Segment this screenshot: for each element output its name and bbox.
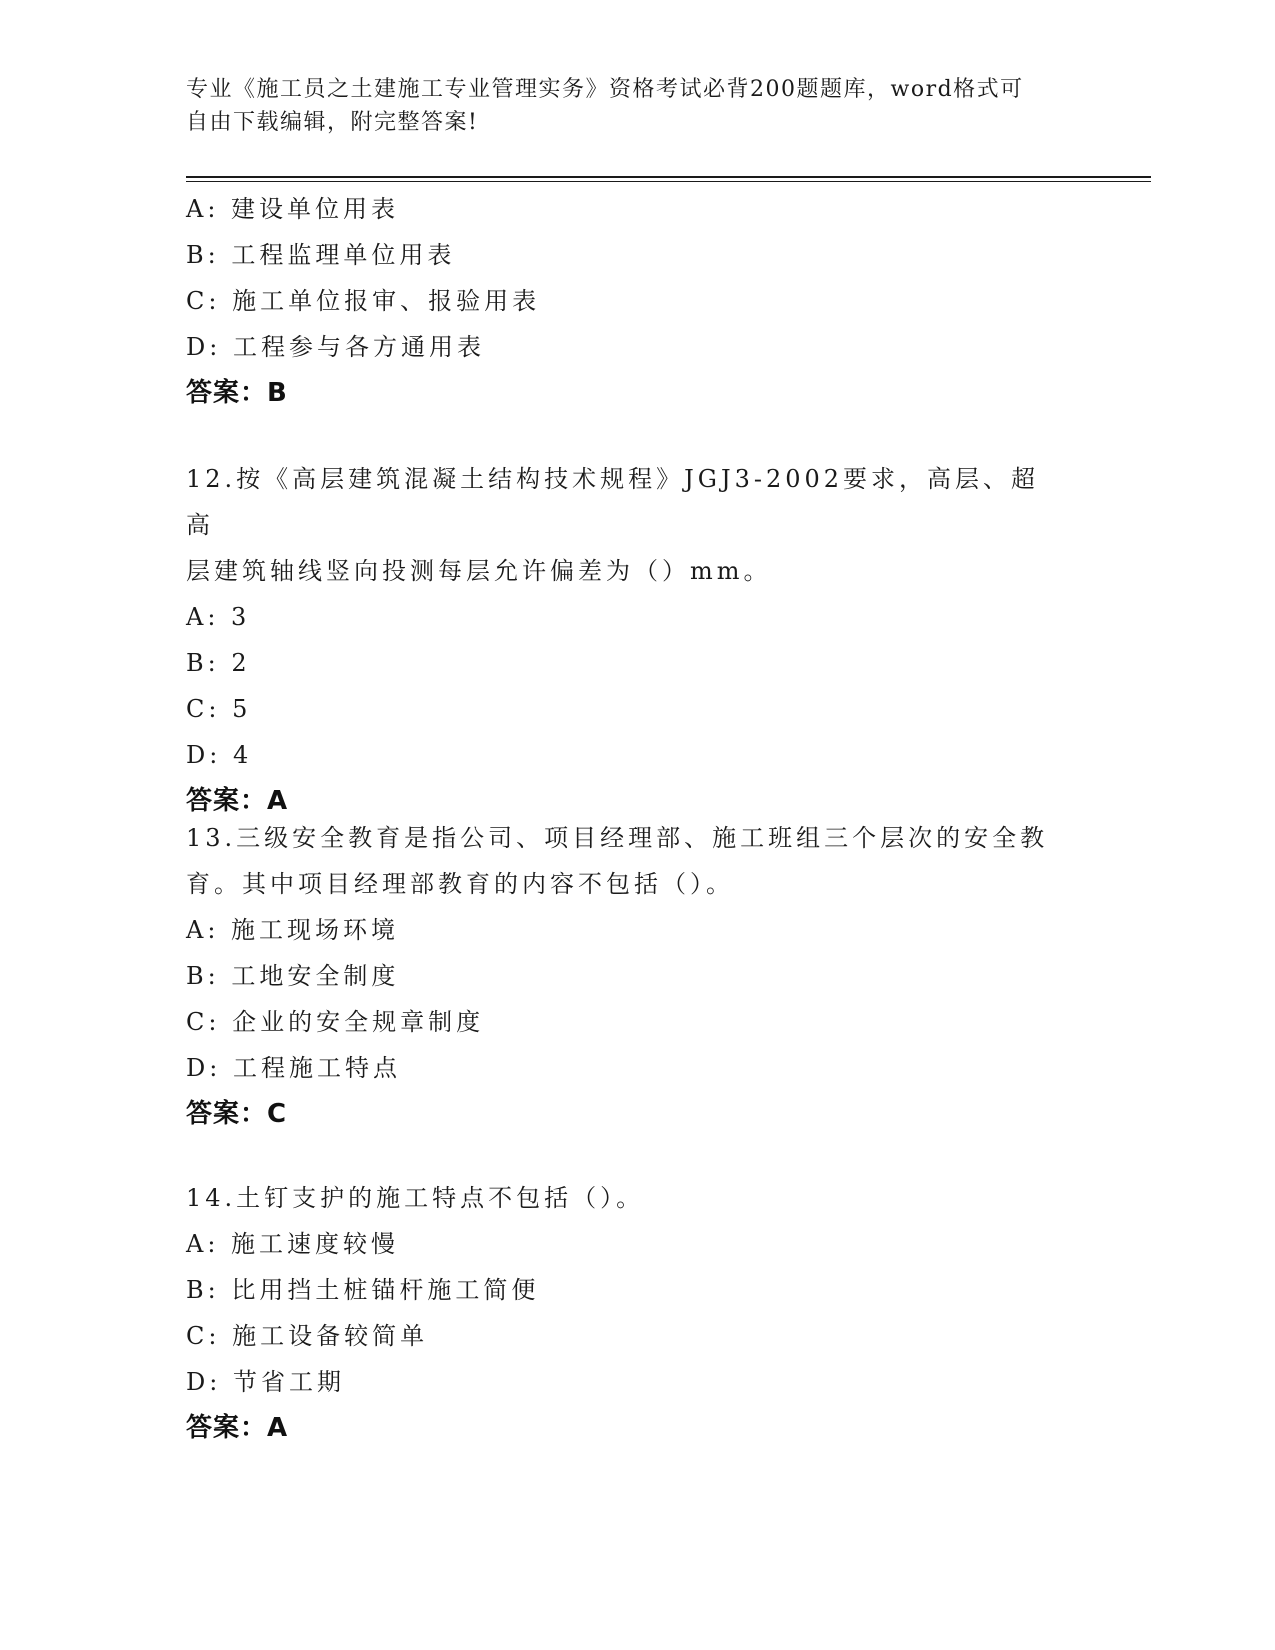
option-a: A: 建设单位用表 <box>186 195 400 223</box>
question-text-line-1: 14.土钉支护的施工特点不包括（）。 <box>186 1184 645 1212</box>
option-c: C: 企业的安全规章制度 <box>186 1008 485 1036</box>
option-d: D: 4 <box>186 741 253 769</box>
question-text-line-1: 12.按《高层建筑混凝土结构技术规程》JGJ3-2002要求，高层、超高 <box>186 465 1040 539</box>
option-d: D: 节省工期 <box>186 1368 345 1396</box>
header-title-line-1: 专业《施工员之土建施工专业管理实务》资格考试必背200题题库，word格式可 <box>186 77 1024 102</box>
option-b: B: 比用挡土桩锚杆施工简便 <box>186 1276 540 1304</box>
document-header <box>186 73 1066 139</box>
question-text-line-2: 层建筑轴线竖向投测每层允许偏差为（）mm。 <box>186 557 772 585</box>
option-a: A: 施工速度较慢 <box>186 1230 400 1258</box>
answer-line: 答案：B <box>186 378 288 408</box>
answer-line: 答案：A <box>186 1413 289 1443</box>
question-text-line-2: 育。其中项目经理部教育的内容不包括（）。 <box>186 870 734 898</box>
option-a: A: 施工现场环境 <box>186 916 400 944</box>
question-14-block <box>186 1175 1066 1451</box>
option-b: B: 2 <box>186 649 251 677</box>
option-c: C: 5 <box>186 695 252 723</box>
question-text-line-1: 13.三级安全教育是指公司、项目经理部、施工班组三个层次的安全教 <box>186 824 1049 852</box>
option-c: C: 施工单位报审、报验用表 <box>186 287 541 315</box>
option-c: C: 施工设备较简单 <box>186 1322 429 1350</box>
question-12-block <box>186 456 1066 824</box>
answer-line: 答案：C <box>186 1099 288 1129</box>
option-a: A: 3 <box>186 603 251 631</box>
option-b: B: 工程监理单位用表 <box>186 241 456 269</box>
header-divider-thick <box>186 176 1151 178</box>
option-b: B: 工地安全制度 <box>186 962 400 990</box>
question-13-block <box>186 815 1066 1137</box>
header-divider-thin <box>186 181 1151 182</box>
option-d: D: 工程施工特点 <box>186 1054 401 1082</box>
answer-line: 答案：A <box>186 786 289 816</box>
question-11-block <box>186 186 1066 416</box>
option-d: D: 工程参与各方通用表 <box>186 333 485 361</box>
header-title-line-2: 自由下载编辑，附完整答案! <box>186 110 479 135</box>
